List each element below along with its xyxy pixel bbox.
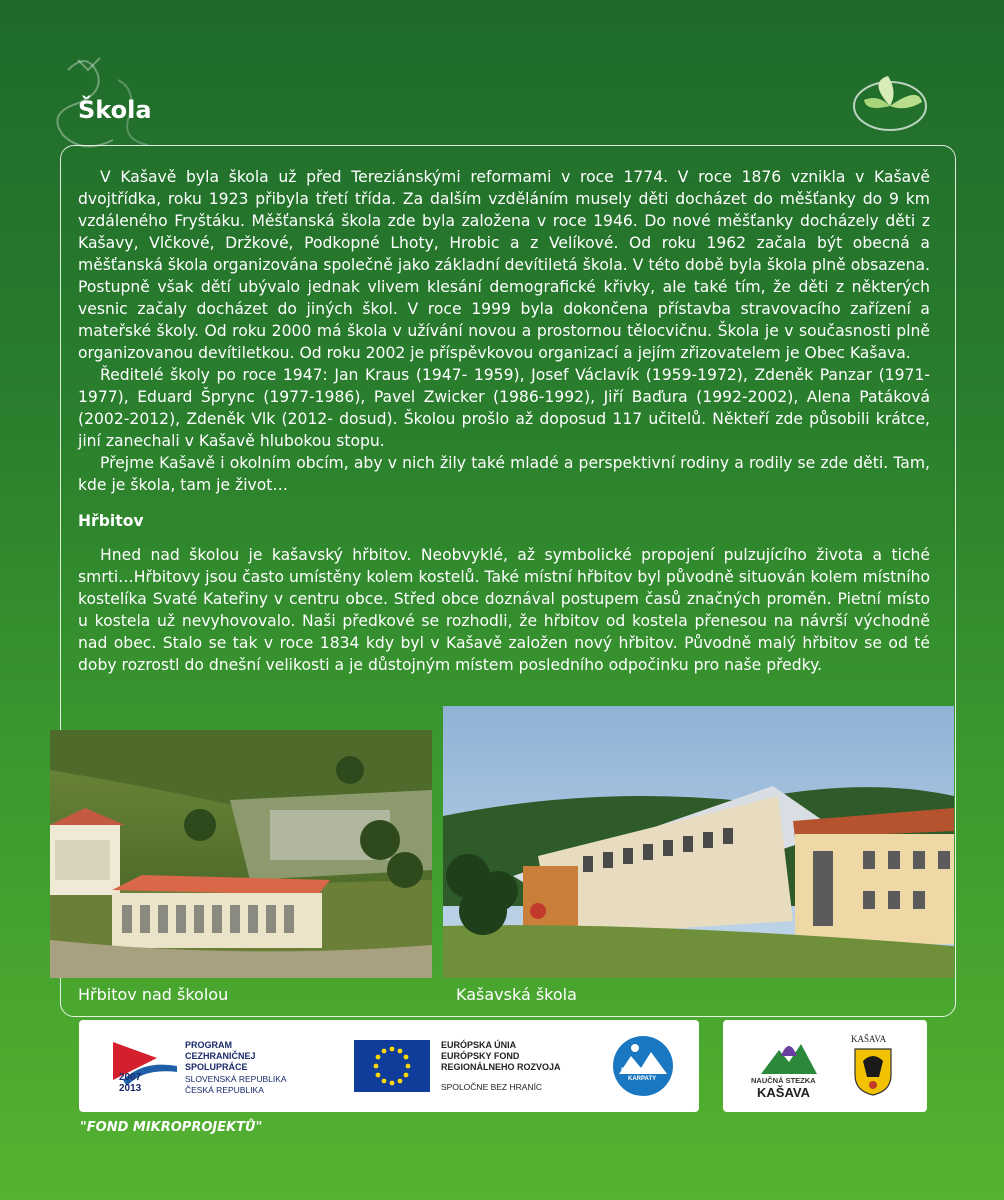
paragraph-directors: Ředitelé školy po roce 1947: Jan Kraus (1947- 1959), Josef Václavík (1959-1972), Zdeněk Panzar (1971-1977), Eduard Šprync (1977-1986), Pavel Zwicker (1986-1992), Jiří Baďura (1992-2002), Alena Patáková (2002-2012), Zdeněk Vlk (2012- dosud). Školou prošlo až doposud 117 učitelů. Někteří zde působili krátce, jiní zanechali v Kašavě hlubokou stopu. <box>78 366 930 450</box>
program-line-4: SLOVENSKÁ REPUBLIKA <box>185 1074 287 1084</box>
karpaty-line-2: KARPATY <box>628 1076 657 1082</box>
partner-logos-box <box>79 1020 699 1112</box>
nature-trail-logo-icon <box>759 1036 819 1076</box>
photo-school <box>443 706 954 978</box>
eu-line-4: SPOLOČNE BEZ HRANÍC <box>441 1082 543 1092</box>
stezka-line-1: NAUČNÁ STEZKA <box>751 1076 816 1085</box>
leaf-logo-icon <box>848 72 932 134</box>
program-line-3: SPOLUPRÁCE <box>185 1062 248 1072</box>
section-heading-cemetery: Hřbitov <box>78 512 144 530</box>
eu-flag-icon <box>354 1040 430 1092</box>
stezka-line-2: KAŠAVA <box>757 1085 810 1100</box>
program-line-2: CEZHRANIČNEJ <box>185 1051 256 1061</box>
eu-line-3: REGIONÁLNEHO ROZVOJA <box>441 1062 561 1072</box>
eu-line-2: EURÓPSKY FOND <box>441 1051 520 1061</box>
paragraph-wish: Přejme Kašavě i okolním obcím, aby v nich žily také mladé a perspektivní rodiny a rodily se zde děti. Tam, kde je škola, tam je život… <box>78 454 930 494</box>
article-text <box>78 166 930 676</box>
eu-line-1: EURÓPSKA ÚNIA <box>441 1040 517 1050</box>
caption-school: Kašavská škola <box>456 985 577 1004</box>
program-year-end: 2013 <box>119 1083 142 1094</box>
karpaty-logo-icon <box>611 1034 675 1098</box>
karpaty-line-1: BÍLÉ - BIELE <box>621 1068 658 1074</box>
coat-of-arms-icon <box>853 1047 893 1097</box>
program-line-1: PROGRAM <box>185 1040 232 1050</box>
photo-cemetery <box>50 730 432 978</box>
paragraph-cemetery: Hned nad školou je kašavský hřbitov. Neobvyklé, až symbolické propojení pulzujícího života a tiché smrti…Hřbitovy jsou často umístěny kolem kostelů. Také místní hřbitov byl původně situován kolem místního kostelíka Svaté Kateřiny v centru obce. Střed obce doznával postupem časů značných proměn. Pietní místo u kostela už nevyhovovalo. Naši předkové se rozhodli, že hřbitov od kostela přenesou na návrší východně nad obec. Stalo se tak v roce 1834 kdy byl v Kašavě založen nový hřbitov. Původně malý hřbitov se od té doby rozrostl do dnešní velikosti a je důstojným místem posledního odpočinku pro naše předky. <box>78 546 930 674</box>
program-line-5: ČESKÁ REPUBLIKA <box>185 1085 264 1095</box>
fund-label: "FOND MIKROPROJEKTŮ" <box>80 1120 263 1135</box>
coat-of-arms-label: KAŠAVA <box>851 1034 887 1044</box>
page-title: Škola <box>78 96 152 124</box>
caption-cemetery: Hřbitov nad školou <box>78 985 229 1004</box>
paragraph-history: V Kašavě byla škola už před Tereziánskými reformami v roce 1774. V roce 1876 vznikla v Kašavě dvojtřídka, roku 1923 přibyla třetí třída. Za dalším vzděláním musely děti docházet do měšťanky do 9 km vzdáleného Fryštáku. Měšťanská škola zde byla založena v roce 1946. Do nové měšťanky docházely děti z Kašavy, Vlčkové, Držkové, Podkopné Lhoty, Hrobic a z Velíkové. Od roku 1962 začala být obecná a měšťanská škola organizována společně jako základní devítiletá škola. V této době byla škola plně obsazena. Postupně však dětí ubývalo jednak vlivem klesání demografické křivky, ale také tím, že děti z některých vesnic začaly docházet do jiných škol. V roce 1999 byla dokončena přístavba stravovacího zařízení a mateřské školy. Od roku 2000 má škola v užívání novou a prostornou tělocvičnu. Škola je v současnosti plně organizovanou devítiletkou. Od roku 2002 je příspěvkovou organizací a jejím zřizovatelem je Obec Kašava. <box>78 168 930 362</box>
local-logos-box <box>723 1020 927 1112</box>
program-year-start: 2007 <box>119 1072 142 1083</box>
